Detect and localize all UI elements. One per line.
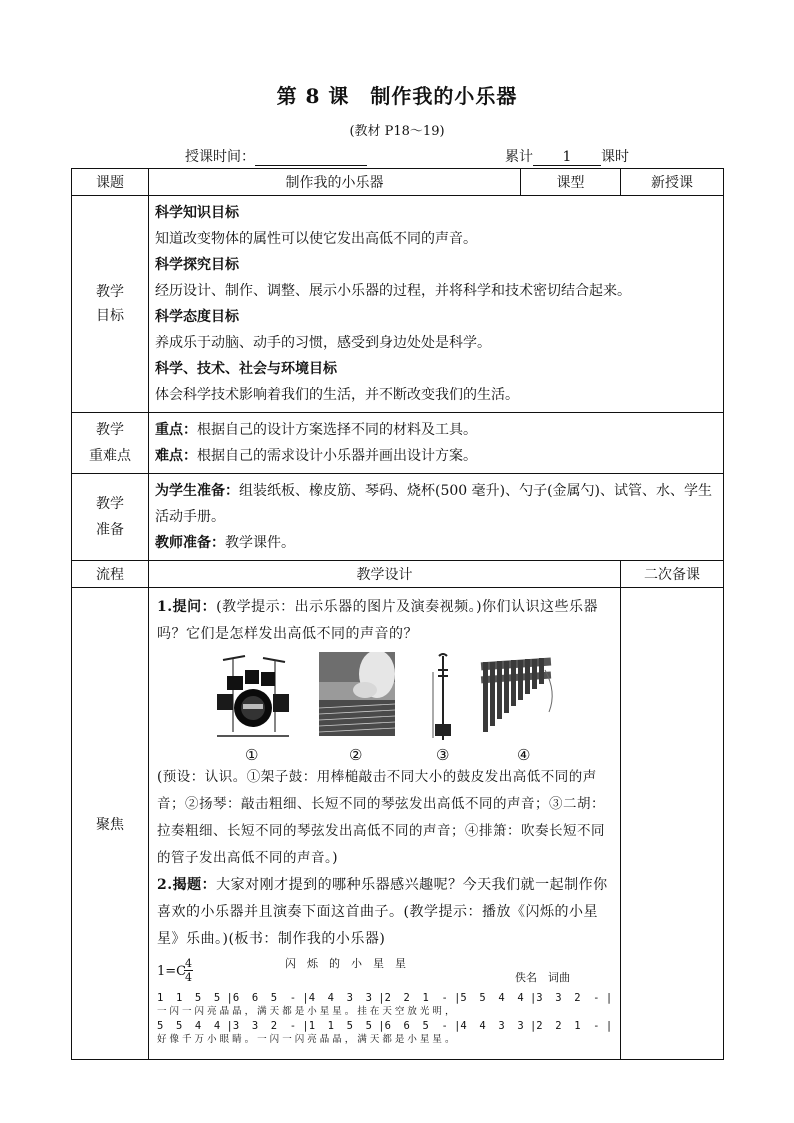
goals-row — [72, 196, 724, 413]
cumulative-hours — [505, 146, 629, 166]
goal-text: 养成乐于动脑、动手的习惯，感受到身边处处是科学。 — [155, 335, 491, 351]
preset-answer: (预设：认识。①架子鼓：用棒槌敲击不同大小的鼓皮发出高低不同的声音；②扬琴：敲击粗细、长短不同的琴弦发出高低不同的声音；③二胡：拉奏粗细、长短不同的琴弦发出高低不同的声音；④排箫：吹奏长短不同的管子发出高低不同的声音。) — [157, 769, 605, 866]
design-label: 教学设计 — [149, 561, 621, 588]
score-lyrics-line2: 好 像 千 万 小 眼 睛 。 一 闪 一 闪 亮 晶 晶 ， 满 天 都 是 小 星 星 。 — [157, 1034, 455, 1045]
score-key: 1=C — [157, 964, 187, 979]
instrument-images — [157, 652, 614, 742]
step1-label: 1.提问： — [157, 599, 217, 615]
pic-number: ② — [349, 746, 363, 764]
drum-kit-image — [213, 652, 293, 740]
lesson-time-label: 授课时间： — [185, 149, 255, 165]
goal-heading: 科学、技术、社会与环境目标 — [155, 361, 337, 377]
goals-content — [149, 196, 724, 413]
instrument-numbers — [157, 742, 614, 764]
second-prep-content — [621, 588, 724, 1060]
cumulative-prefix: 累计 — [505, 149, 533, 165]
student-prep-text: 组装纸板、橡皮筋、琴码、烧杯(500 毫升)、勺子(金属勺)、试管、水、学生活动手册。 — [155, 483, 713, 525]
step2-label: 2.揭题： — [157, 877, 217, 893]
pic-number: ① — [245, 746, 259, 764]
music-score — [157, 957, 614, 1053]
topic-row — [72, 169, 724, 196]
panpipe-image — [475, 652, 565, 736]
step2-text: 大家对刚才提到的哪种乐器感兴趣呢？今天我们就一起制作你喜欢的小乐器并且演奏下面这首曲子。(教学提示：播放《闪烁的小星星》乐曲。)(板书：制作我的小乐器) — [157, 877, 608, 947]
topic-label: 课题 — [72, 169, 149, 196]
design-row — [72, 588, 724, 1060]
key-point-label: 重点： — [155, 422, 197, 438]
student-prep-label: 为学生准备： — [155, 483, 239, 499]
goals-label-line2: 目标 — [96, 308, 124, 324]
lesson-plan-table — [71, 168, 724, 1060]
difficulty-label: 难点： — [155, 448, 197, 464]
lesson-time — [185, 146, 367, 166]
preparation-content — [149, 474, 724, 561]
goal-heading: 科学探究目标 — [155, 257, 239, 273]
goals-label-line1: 教学 — [96, 284, 124, 300]
second-prep-label: 二次备课 — [621, 561, 724, 588]
score-lyrics-line1: 一 闪 一 闪 亮 晶 晶 ， 满 天 都 是 小 星 星 。 挂 在 天 空 放 光 明 ， — [157, 1006, 455, 1017]
goal-text: 经历设计、制作、调整、展示小乐器的过程，并将科学和技术密切结合起来。 — [155, 283, 631, 299]
dulcimer-image — [319, 652, 395, 736]
score-time-top: 4 — [185, 957, 192, 970]
preparation-label — [72, 474, 149, 561]
flow-label: 流程 — [72, 561, 149, 588]
goals-label — [72, 196, 149, 413]
key-point-text: 根据自己的设计方案选择不同的材料及工具。 — [197, 422, 477, 438]
erhu-image — [425, 652, 461, 740]
score-song-title: 闪 烁 的 小 星 星 — [285, 957, 406, 970]
score-author: 佚名 词曲 — [515, 971, 570, 984]
type-value: 新授课 — [621, 169, 724, 196]
score-time-bottom: 4 — [185, 971, 192, 984]
page-title: 第 8 课 制作我的小乐器 — [276, 84, 518, 108]
preparation-row — [72, 474, 724, 561]
pic-number: ④ — [517, 746, 531, 764]
cumulative-value: 1 — [533, 149, 601, 166]
key-label-line1: 教学 — [96, 422, 124, 438]
score-notes-line2: 5 5 4 4 |3 3 2 - |1 1 5 5 |6 6 5 - |4 4 3 3 |2 2 1 - | — [157, 1020, 613, 1032]
key-points-label — [72, 413, 149, 474]
score-notes-line1: 1 1 5 5 |6 6 5 - |4 4 3 3 |2 2 1 - |5 5 4 4 |3 3 2 - | — [157, 992, 613, 1004]
design-header-row — [72, 561, 724, 588]
difficulty-text: 根据自己的需求设计小乐器并画出设计方案。 — [197, 448, 477, 464]
type-label: 课型 — [521, 169, 621, 196]
goal-heading: 科学知识目标 — [155, 205, 239, 221]
key-points-row — [72, 413, 724, 474]
teacher-prep-label: 教师准备： — [155, 535, 225, 551]
prep-label-line1: 教学 — [96, 496, 124, 512]
section-label: 聚焦 — [72, 588, 149, 1060]
teacher-prep-text: 教学课件。 — [225, 535, 295, 551]
pic-number: ③ — [436, 746, 450, 764]
key-points-content — [149, 413, 724, 474]
step1-text: (教学提示：出示乐器的图片及演奏视频。)你们认识这些乐器吗？它们是怎样发出高低不同的声音的？ — [157, 599, 599, 642]
prep-label-line2: 准备 — [96, 522, 124, 538]
key-label-line2: 重难点 — [89, 448, 131, 464]
page-subtitle: (教材 P18～19) — [349, 124, 445, 139]
goal-text: 知道改变物体的属性可以使它发出高低不同的声音。 — [155, 231, 477, 247]
goal-heading: 科学态度目标 — [155, 309, 239, 325]
design-content — [149, 588, 621, 1060]
cumulative-suffix: 课时 — [601, 149, 629, 165]
topic-value: 制作我的小乐器 — [149, 169, 521, 196]
goal-text: 体会科学技术影响着我们的生活，并不断改变我们的生活。 — [155, 387, 519, 403]
lesson-time-blank — [255, 149, 367, 166]
